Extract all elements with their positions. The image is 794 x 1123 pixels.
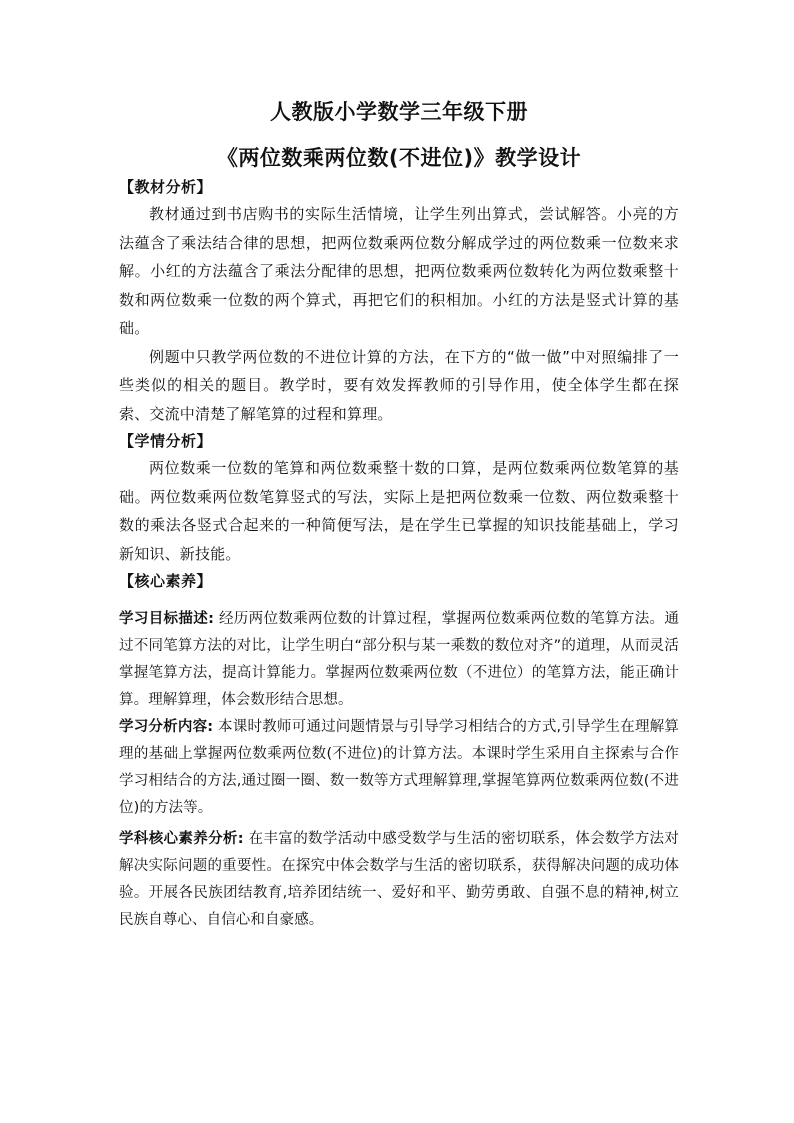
learning-goals-paragraph [119, 606, 679, 714]
textbook-analysis-paragraph-2: 例题中只教学两位数的不进位计算的方法，在下方的“做一做”中对照编排了一些类似的相关的题目。教学时，要有效发挥教师的引导作用，使全体学生都在探索、交流中清楚了解笔算的过程和算理。 [119, 347, 679, 423]
core-literacy-section [119, 568, 679, 934]
core-literacy-analysis-paragraph [119, 826, 679, 934]
core-literacy-analysis-label: 学科核心素养分析: [119, 831, 244, 847]
section-heading-core-literacy: 【核心素养】 [119, 572, 213, 590]
learning-analysis-paragraph [119, 714, 679, 822]
document-subtitle: 《两位数乘两位数(不进位)》教学设计 [216, 146, 582, 170]
learning-goals-text: 经历两位数乘两位数的计算过程，掌握两位数乘两位数的笔算方法。通过不同笔算方法的对比，让学生明白“部分积与某一乘数的数位对齐”的道理，从而灵活掌握笔算方法，提高计算能力。掌握两位数乘两位数（不进位）的笔算方法，能正确计算。理解算理，体会数形结合思想。 [119, 611, 680, 708]
section-heading-textbook-analysis: 【教材分析】 [119, 178, 213, 196]
learning-goals-label: 学习目标描述: [119, 611, 214, 627]
document-title: 人教版小学数学三年级下册 [270, 100, 528, 124]
textbook-analysis-paragraph-1: 教材通过到书店购书的实际生活情境，让学生列出算式，尝试解答。小亮的方法蕴含了乘法结合律的思想，把两位数乘两位数分解成学过的两位数乘一位数来求解。小红的方法蕴含了乘法分配律的思想，把两位数乘两位数转化为两位数乘整十数和两位数乘一位数的两个算式，再把它们的积相加。小红的方法是竖式计算的基础。 [119, 205, 679, 337]
document-page [119, 90, 679, 934]
learning-analysis-label: 学习分析内容: [119, 719, 214, 735]
learner-analysis-section [119, 428, 679, 568]
textbook-analysis-section [119, 174, 679, 428]
core-literacy-analysis-text: 在丰富的数学活动中感受数学与生活的密切联系，体会数学方法对解决实际问题的重要性。在探究中体会数学与生活的密切联系，获得解决问题的成功体验。开展各民族团结教育,培养团结统一、爱好和平、勤劳勇敢、自强不息的精神,树立民族自尊心、自信心和自豪感。 [119, 831, 679, 928]
spacer [119, 594, 679, 606]
learning-analysis-text: 本课时教师可通过问题情景与引导学习相结合的方式,引导学生在理解算理的基础上掌握两位数乘两位数(不进位)的计算方法。本课时学生采用自主探索与合作学习相结合的方法,通过圈一圈、数一数等方式理解算理,掌握笔算两位数乘两位数(不进位)的方法等。 [119, 719, 680, 816]
learner-analysis-paragraph-1: 两位数乘一位数的笔算和两位数乘整十数的口算，是两位数乘两位数笔算的基础。两位数乘两位数笔算竖式的写法，实际上是把两位数乘一位数、两位数乘整十数的乘法各竖式合起来的一种简便写法，是在学生已掌握的知识技能基础上，学习新知识、新技能。 [119, 459, 679, 563]
section-heading-learner-analysis: 【学情分析】 [119, 432, 213, 450]
